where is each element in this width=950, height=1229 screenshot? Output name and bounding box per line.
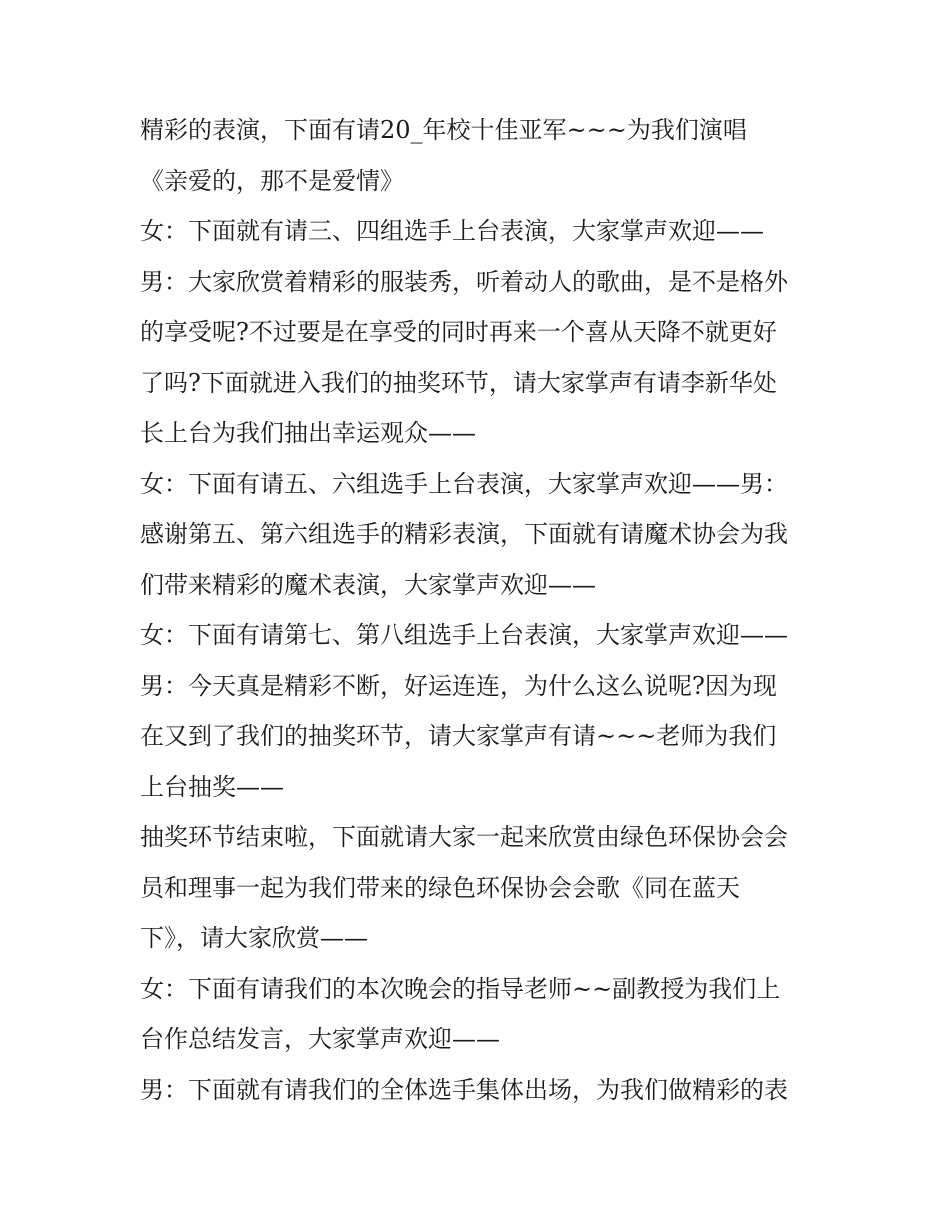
text-line: 男：大家欣赏着精彩的服装秀，听着动人的歌曲，是不是格外 — [140, 267, 788, 296]
text-line: 女：下面有请第七、第八组选手上台表演，大家掌声欢迎—— — [140, 621, 788, 649]
text-line: 长上台为我们抽出幸运观众—— — [140, 419, 476, 447]
text-line: 男：今天真是精彩不断，好运连连，为什么这么说呢?因为现 — [140, 671, 777, 700]
text-line: 台作总结发言，大家掌声欢迎—— — [140, 1025, 500, 1053]
text-line: 们带来精彩的魔术表演，大家掌声欢迎—— — [140, 570, 596, 599]
text-line: 女：下面就有请三、四组选手上台表演，大家掌声欢迎—— — [140, 217, 764, 245]
text-line: 下》，请大家欣赏—— — [140, 924, 368, 952]
document-body — [140, 105, 830, 1115]
text-line: 女：下面有请我们的本次晚会的指导老师~~副教授为我们上 — [140, 974, 781, 1003]
text-line: 《亲爱的，那不是爱情》 — [140, 166, 404, 195]
text-line: 精彩的表演，下面有请20_年校十佳亚军~~~为我们演唱 — [140, 116, 747, 144]
text-line: 了吗?下面就进入我们的抽奖环节，请大家掌声有请李新华处 — [140, 368, 777, 397]
text-line: 抽奖环节结束啦，下面就请大家一起来欣赏由绿色环保协会会 — [140, 823, 788, 851]
text-line: 员和理事一起为我们带来的绿色环保协会会歌《同在蓝天 — [140, 873, 740, 902]
text-line: 的享受呢?不过要是在享受的同时再来一个喜从天降不就更好 — [140, 318, 777, 346]
text-line: 在又到了我们的抽奖环节，请大家掌声有请~~~老师为我们 — [140, 722, 777, 750]
text-line: 女：下面有请五、六组选手上台表演，大家掌声欢迎——男： — [140, 469, 788, 498]
text-line: 上台抽奖—— — [140, 772, 284, 801]
text-line: 男：下面就有请我们的全体选手集体出场，为我们做精彩的表 — [140, 1075, 788, 1104]
text-line: 感谢第五、第六组选手的精彩表演，下面就有请魔术协会为我 — [140, 520, 788, 548]
